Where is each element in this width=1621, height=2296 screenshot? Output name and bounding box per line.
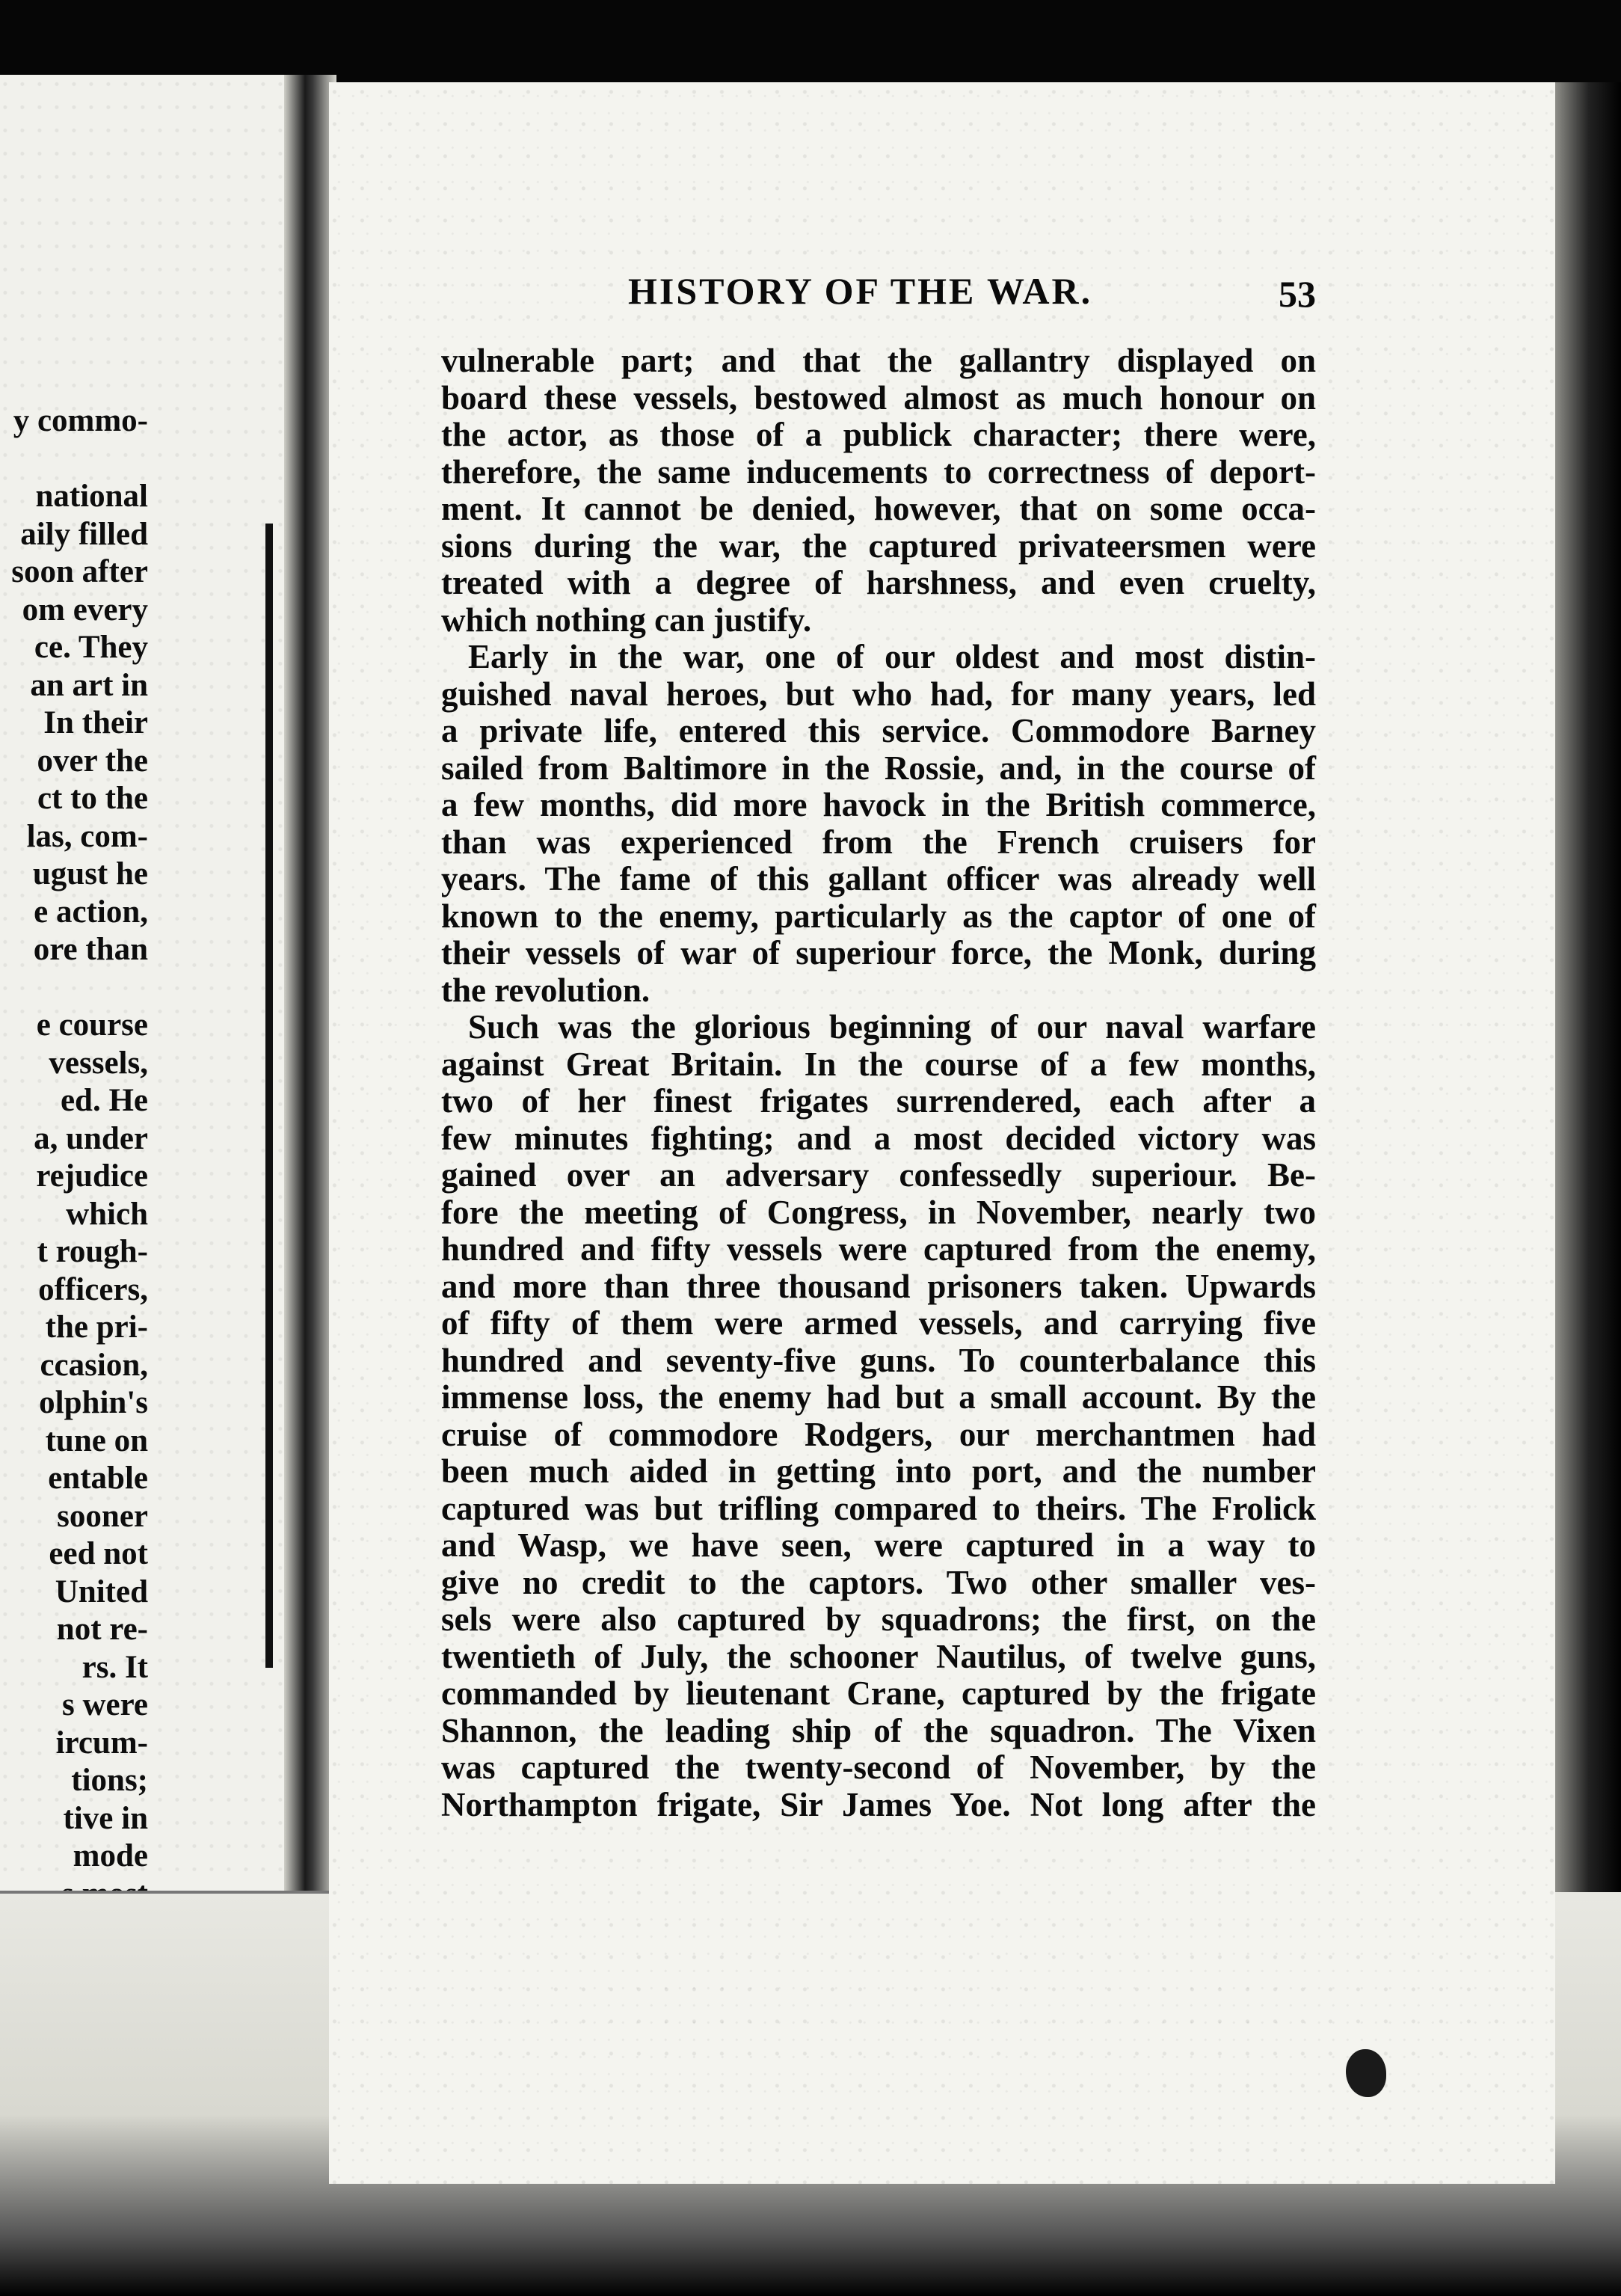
body-line: sions during the war, the captured privateersmen were <box>441 527 1316 565</box>
body-line: been much aided in getting into port, and the number <box>441 1452 1316 1490</box>
previous-page-line: om every <box>22 592 148 627</box>
previous-page-line: y commo- <box>13 403 148 438</box>
body-line: the revolution. <box>441 971 650 1009</box>
previous-page-line: ore than <box>33 932 148 967</box>
body-line: than was experienced from the French cruisers for <box>441 823 1316 861</box>
body-line: the actor, as those of a publick character; there were, <box>441 416 1316 453</box>
body-line: board these vessels, bestowed almost as much honour on <box>441 378 1316 417</box>
body-line: which nothing can justify. <box>441 601 812 639</box>
body-line: their vessels of war of superiour force, the Monk, during <box>441 934 1316 971</box>
previous-page-line: entable <box>48 1461 148 1496</box>
previous-page-line: rs. It <box>81 1649 148 1685</box>
previous-page-fragment <box>0 75 307 2161</box>
previous-page-line: which <box>66 1196 148 1232</box>
body-line: of fifty of them were armed vessels, and carrying five <box>441 1304 1316 1342</box>
previous-page-line <box>0 441 148 479</box>
previous-page-line: a, under <box>34 1120 148 1156</box>
previous-page-line: not re- <box>56 1612 148 1647</box>
body-line: sailed from Baltimore in the Rossie, and, in the course of <box>441 749 1316 787</box>
body-line: and more than three thousand prisoners taken. Upwards <box>441 1267 1316 1305</box>
previous-page-line: ce. They <box>34 630 148 665</box>
binding-shadow <box>265 524 273 1668</box>
body-line: gained over an adversary confessedly superiour. Be- <box>441 1156 1316 1194</box>
body-line: a few months, did more havock in the British commerce, <box>441 786 1316 823</box>
body-line: and Wasp, we have seen, were captured in a way to <box>441 1526 1316 1564</box>
previous-page-line: ircum- <box>55 1725 148 1761</box>
previous-page-line: officers, <box>38 1271 148 1307</box>
previous-page-line <box>0 969 148 1007</box>
previous-page-line: tions; <box>71 1763 148 1798</box>
page-number: 53 <box>1279 273 1316 315</box>
previous-page-line: e action, <box>34 894 148 930</box>
previous-page-line: eed not <box>49 1536 148 1571</box>
body-line: sels were also captured by squadrons; the first, on the <box>441 1600 1316 1638</box>
previous-page-line: las, com- <box>26 818 148 854</box>
body-line: treated with a degree of harshness, and even cruelty, <box>441 564 1316 601</box>
body-line: give no credit to the captors. Two other smaller ves- <box>441 1563 1316 1601</box>
body-line: immense loss, the enemy had but a small account. By the <box>441 1378 1316 1416</box>
previous-page-line: an art in <box>30 667 148 703</box>
previous-page-text <box>0 402 148 1913</box>
previous-page-line: e course <box>36 1007 148 1043</box>
previous-page-line: ct to the <box>37 781 148 816</box>
body-line: ment. It cannot be denied, however, that on some occa- <box>441 490 1316 527</box>
previous-page-line: In their <box>43 705 148 740</box>
page-body-text <box>441 343 1316 1823</box>
page-header <box>449 269 1316 322</box>
body-line: fore the meeting of Congress, in November, nearly two <box>441 1193 1316 1231</box>
previous-page-line: sooner <box>57 1498 148 1534</box>
body-line: years. The fame of this gallant officer was already well <box>441 860 1316 897</box>
body-line: a private life, entered this service. Commodore Barney <box>441 712 1316 749</box>
previous-page-line: national <box>35 479 148 514</box>
previous-page-line: s were <box>61 1687 148 1722</box>
body-line: vulnerable part; and that the gallantry displayed on <box>441 342 1316 379</box>
body-line: captured was but trifling compared to theirs. The Frolick <box>441 1489 1316 1527</box>
body-line: guished naval heroes, but who had, for many years, led <box>441 675 1316 713</box>
body-line: cruise of commodore Rodgers, our merchantmen had <box>441 1415 1316 1453</box>
body-line: hundred and seventy-five guns. To counterbalance this <box>441 1341 1316 1379</box>
previous-page-line: soon after <box>11 554 148 589</box>
previous-page-line: ugust he <box>32 856 148 891</box>
previous-page-line: rejudice <box>36 1158 148 1194</box>
ink-blot <box>1346 2049 1386 2097</box>
body-line: known to the enemy, particularly as the captor of one of <box>441 897 1316 935</box>
body-line: Northampton frigate, Sir James Yoe. Not long after the <box>441 1785 1316 1823</box>
body-line: Early in the war, one of our oldest and most distin- <box>468 638 1316 675</box>
body-line: two of her finest frigates surrendered, each after a <box>441 1082 1316 1120</box>
body-line: therefore, the same inducements to correctness of deport- <box>441 452 1316 491</box>
previous-page-line: aily filled <box>20 516 148 552</box>
previous-page-line: tune on <box>45 1422 148 1458</box>
previous-page-line: vessels, <box>49 1045 148 1081</box>
body-line: Such was the glorious beginning of our naval warfare <box>468 1008 1316 1046</box>
previous-page-line: United <box>55 1574 148 1609</box>
previous-page-line: ccasion, <box>40 1347 148 1383</box>
body-line: hundred and fifty vessels were captured from the enemy, <box>441 1230 1316 1268</box>
previous-page-line: tive in <box>63 1800 148 1836</box>
body-line: Shannon, the leading ship of the squadron. The Vixen <box>441 1711 1316 1749</box>
previous-page-line: ed. He <box>60 1083 148 1118</box>
previous-page-line: over the <box>37 743 148 779</box>
previous-page-line: mode <box>73 1838 148 1873</box>
previous-page-line: the pri- <box>45 1310 148 1345</box>
body-line: few minutes fighting; and a most decided victory was <box>441 1119 1316 1157</box>
body-line: was captured the twenty-second of November, by the <box>441 1749 1316 1786</box>
body-line: commanded by lieutenant Crane, captured by the frigate <box>441 1675 1316 1712</box>
running-head: HISTORY OF THE WAR. <box>628 270 1093 312</box>
previous-page-line: olphin's <box>39 1385 148 1420</box>
body-line: twentieth of July, the schooner Nautilus, of twelve guns, <box>441 1637 1316 1675</box>
body-line: against Great Britain. In the course of a few months, <box>441 1045 1316 1083</box>
previous-page-line: t rough- <box>37 1234 148 1269</box>
